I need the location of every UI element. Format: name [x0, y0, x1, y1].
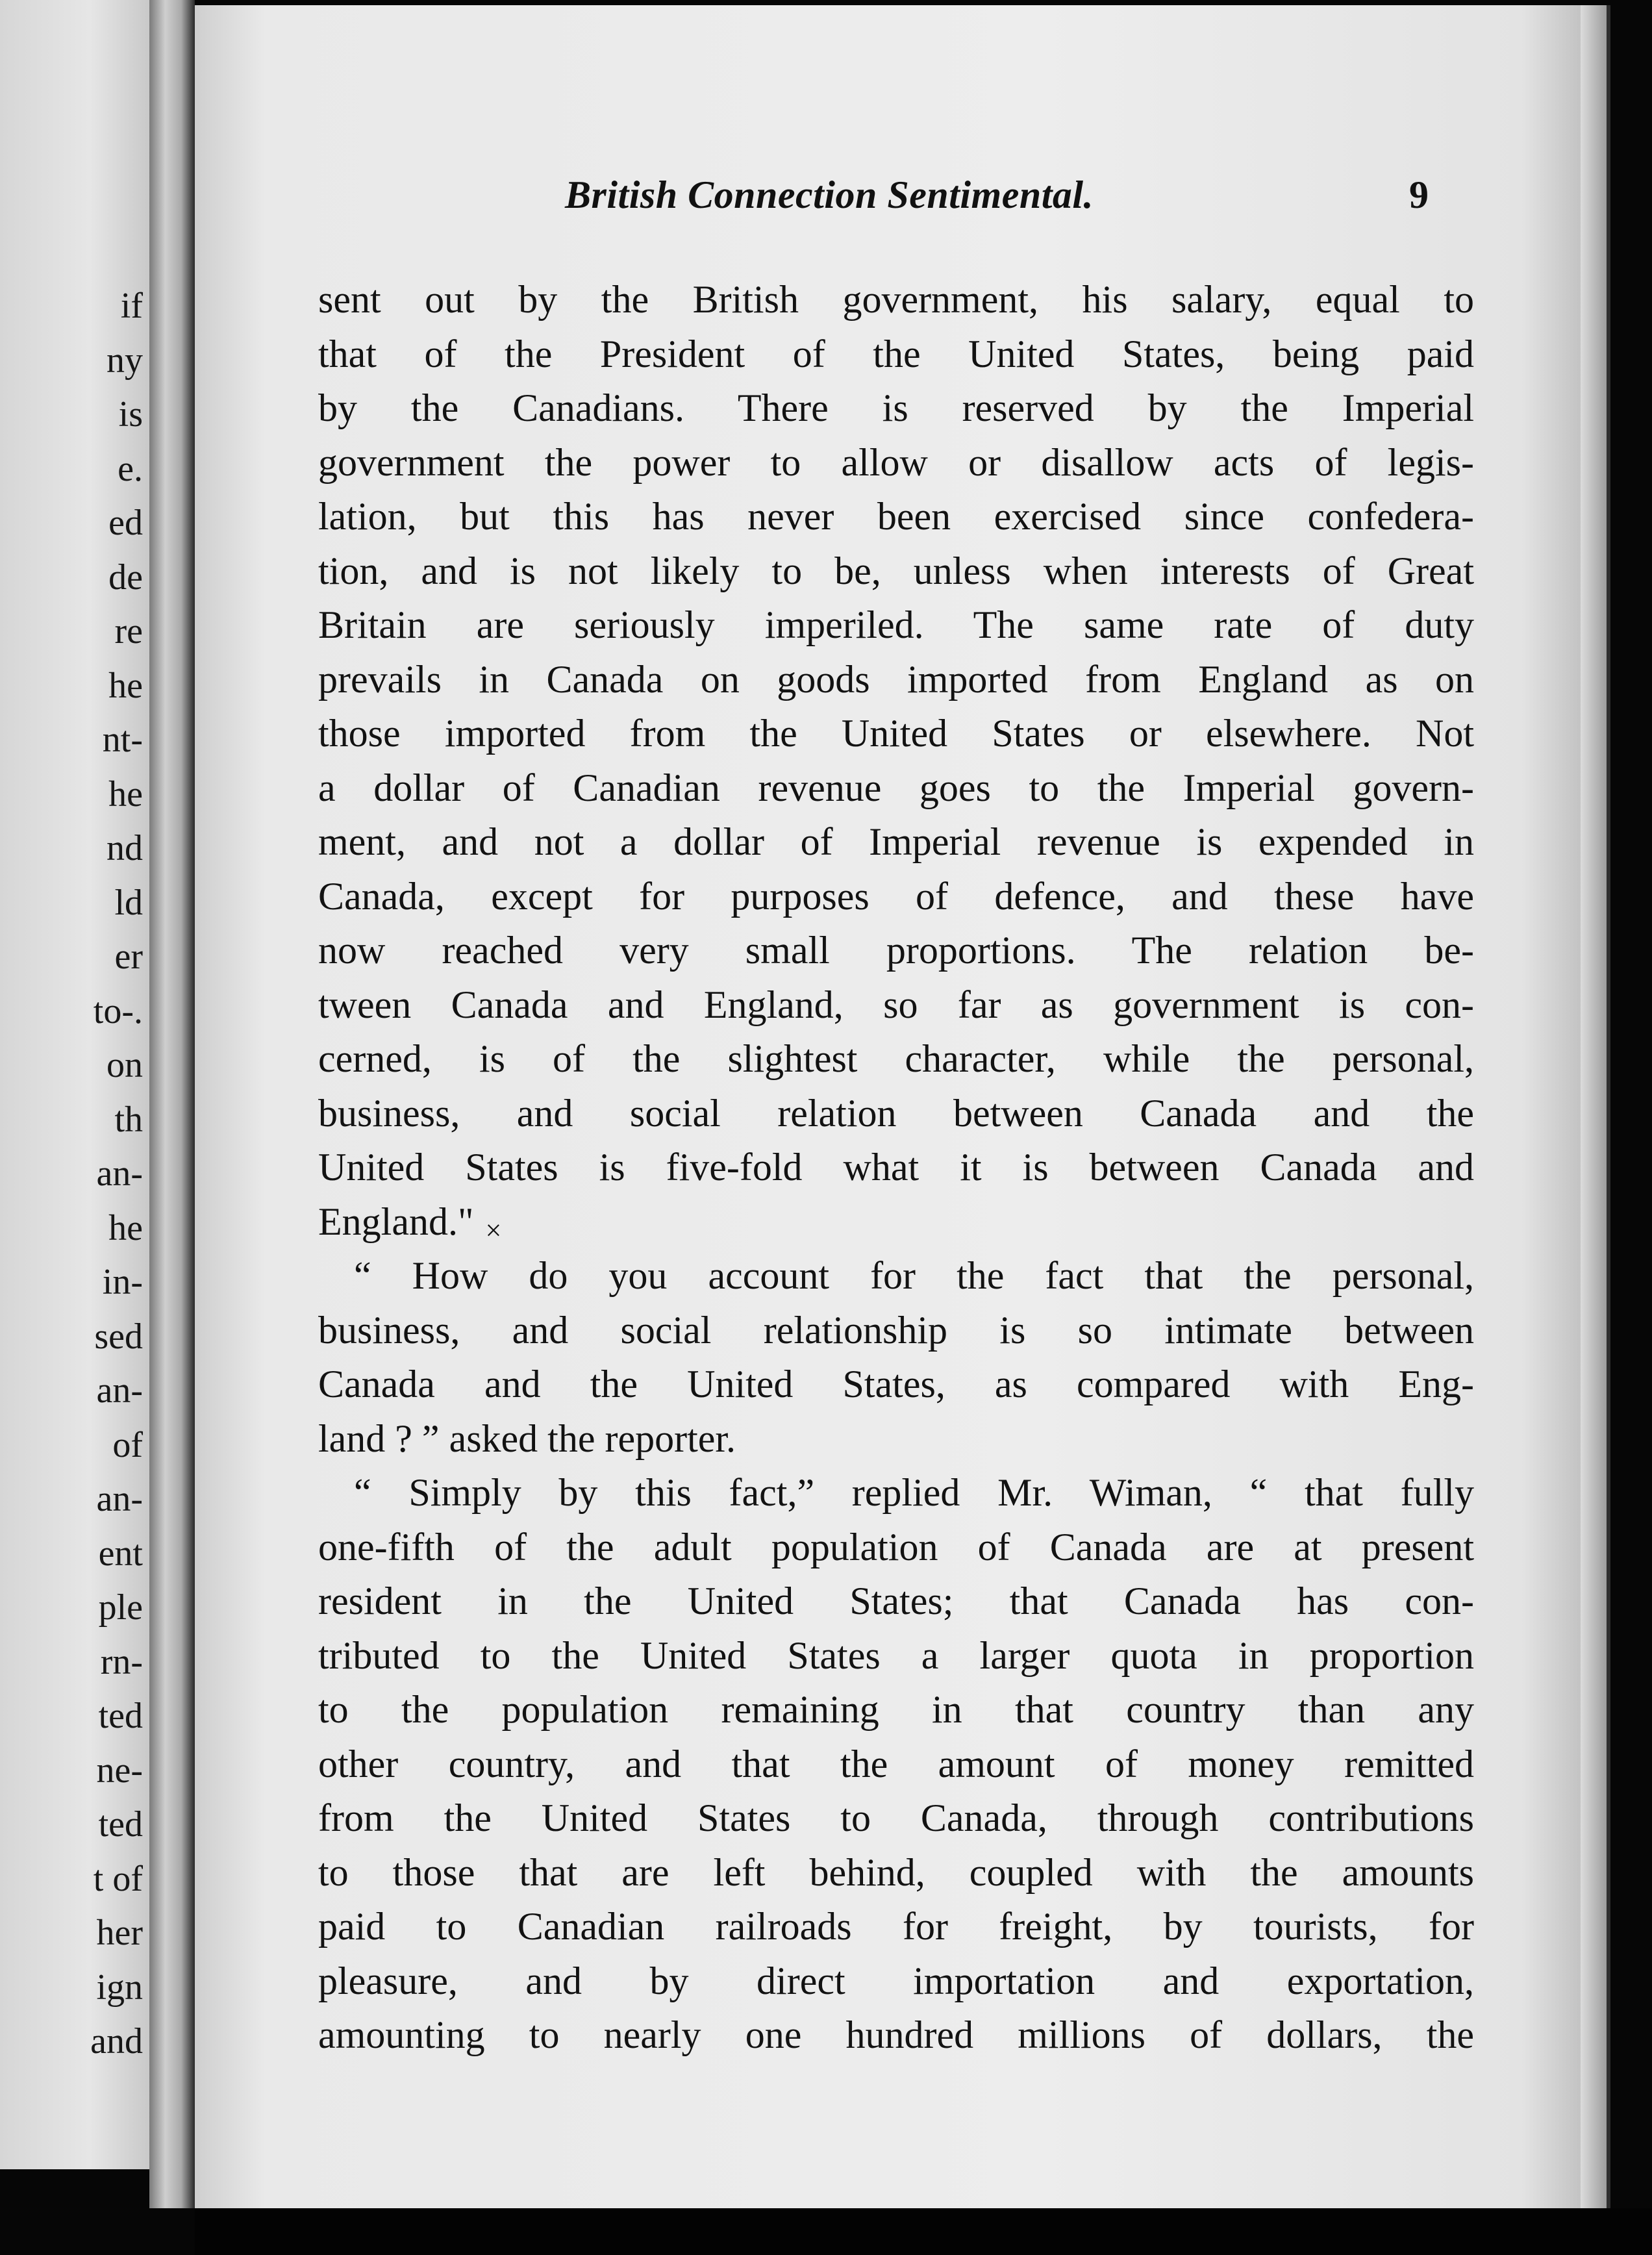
fragment-line: to-. [93, 990, 143, 1031]
text-line: Canada and the United States, as compared with Eng- [318, 1363, 1474, 1405]
text-line: business, and social relation between Canada and the [318, 1091, 1474, 1135]
text-line: paid to Canadian railroads for freight, by tourists, for [318, 1905, 1474, 1948]
text-line-paragraph-end [318, 1195, 1474, 1250]
text-line: to the population remaining in that country than any [318, 1688, 1474, 1731]
fragment-line: he [108, 1207, 143, 1248]
fragment-line: he [108, 665, 143, 706]
facing-page-line-fragments [0, 279, 143, 2069]
text-line-paragraph-start: “ Simply by this fact,” replied Mr. Wiman, “ that fully [354, 1471, 1474, 1514]
fragment-line: if [120, 286, 143, 326]
fragment-line: ted [98, 1696, 143, 1736]
text-line-paragraph-end: land ? ” asked the reporter. [318, 1417, 736, 1460]
text-line: amounting to nearly one hundred millions of dollars, the [318, 2013, 1474, 2056]
text-line: that of the President of the United States, being paid [318, 332, 1474, 375]
fragment-line: nd [106, 828, 143, 868]
fragment-line: ple [98, 1587, 143, 1628]
fragment-line: nt- [102, 720, 143, 760]
fragment-line: an- [96, 1479, 143, 1519]
fragment-line: ign [96, 1967, 143, 2008]
book-gutter [149, 0, 195, 2208]
text-line: tion, and is not likely to be, unless when interests of Great [318, 549, 1474, 592]
fragment-line: in- [102, 1262, 143, 1302]
fragment-line: t of [93, 1858, 143, 1899]
text-line: prevails in Canada on goods imported from England as on [318, 657, 1474, 701]
text-line: government the power to allow or disallow acts of legis- [318, 440, 1474, 484]
text-line: one-fifth of the adult population of Canada are at present [318, 1525, 1474, 1568]
fragment-line: ent [98, 1533, 143, 1574]
fragment-line: er [114, 937, 143, 977]
fragment-line: re [114, 611, 143, 651]
fragment-line: of [112, 1424, 143, 1465]
text-line: Canada, except for purposes of defence, and these have [318, 874, 1474, 918]
text-line: tributed to the United States a larger quota in proportion [318, 1633, 1474, 1677]
fragment-line: and [90, 2021, 143, 2061]
fragment-line: de [108, 557, 143, 598]
fragment-line: ted [98, 1804, 143, 1845]
page-edge [1581, 5, 1607, 2233]
facing-page-left [0, 0, 149, 2169]
text-line: business, and social relationship is so intimate between [318, 1308, 1474, 1352]
text-line-content: England." [318, 1200, 474, 1243]
text-line: other country, and that the amount of money remitted [318, 1742, 1474, 1785]
text-line-paragraph-start: “ How do you account for the fact that the personal, [354, 1254, 1474, 1297]
text-line: cerned, is of the slightest character, while the personal, [318, 1037, 1474, 1080]
text-line: resident in the United States; that Canada has con- [318, 1580, 1474, 1622]
text-line: Britain are seriously imperiled. The same rate of duty [318, 603, 1474, 646]
fragment-line: ed [108, 503, 143, 543]
fragment-line: on [106, 1045, 143, 1085]
fragment-line: an- [96, 1153, 143, 1194]
fragment-line: he [108, 774, 143, 814]
fragment-line: th [114, 1099, 143, 1140]
text-line: by the Canadians. There is reserved by the Imperial [318, 386, 1474, 429]
text-line: sent out by the British government, his salary, equal to [318, 278, 1474, 321]
text-line: lation, but this has never been exercised since confedera- [318, 495, 1474, 538]
running-head: British Connection Sentimental. [565, 173, 1094, 216]
fragment-line: is [118, 394, 143, 435]
text-line: tween Canada and England, so far as government is con- [318, 983, 1474, 1026]
body-text [318, 273, 1474, 2063]
scan-bottom-shadow [195, 2208, 1652, 2255]
text-line: to those that are left behind, coupled with the amounts [318, 1850, 1474, 1894]
text-line: a dollar of Canadian revenue goes to the Imperial govern- [318, 766, 1474, 809]
fragment-line: rn- [100, 1641, 143, 1682]
text-line: now reached very small proportions. The relation be- [318, 929, 1474, 972]
fragment-line: her [96, 1913, 143, 1953]
fragment-line: e. [118, 448, 143, 489]
fragment-line: sed [94, 1316, 143, 1357]
page-right [195, 5, 1610, 2239]
fragment-line: ny [106, 340, 143, 381]
fragment-line: an- [96, 1370, 143, 1411]
fragment-line: ne- [96, 1750, 143, 1791]
text-line: United States is five-fold what it is between Canada and [318, 1146, 1474, 1189]
text-line: pleasure, and by direct importation and exportation, [318, 1959, 1474, 2002]
page-number: 9 [1409, 173, 1429, 216]
text-line: ment, and not a dollar of Imperial revenue is expended in [318, 820, 1474, 863]
text-line: from the United States to Canada, through contributions [318, 1796, 1474, 1839]
margin-mark: × [485, 1214, 502, 1246]
text-line: those imported from the United States or elsewhere. Not [318, 712, 1474, 755]
fragment-line: ld [114, 882, 143, 923]
